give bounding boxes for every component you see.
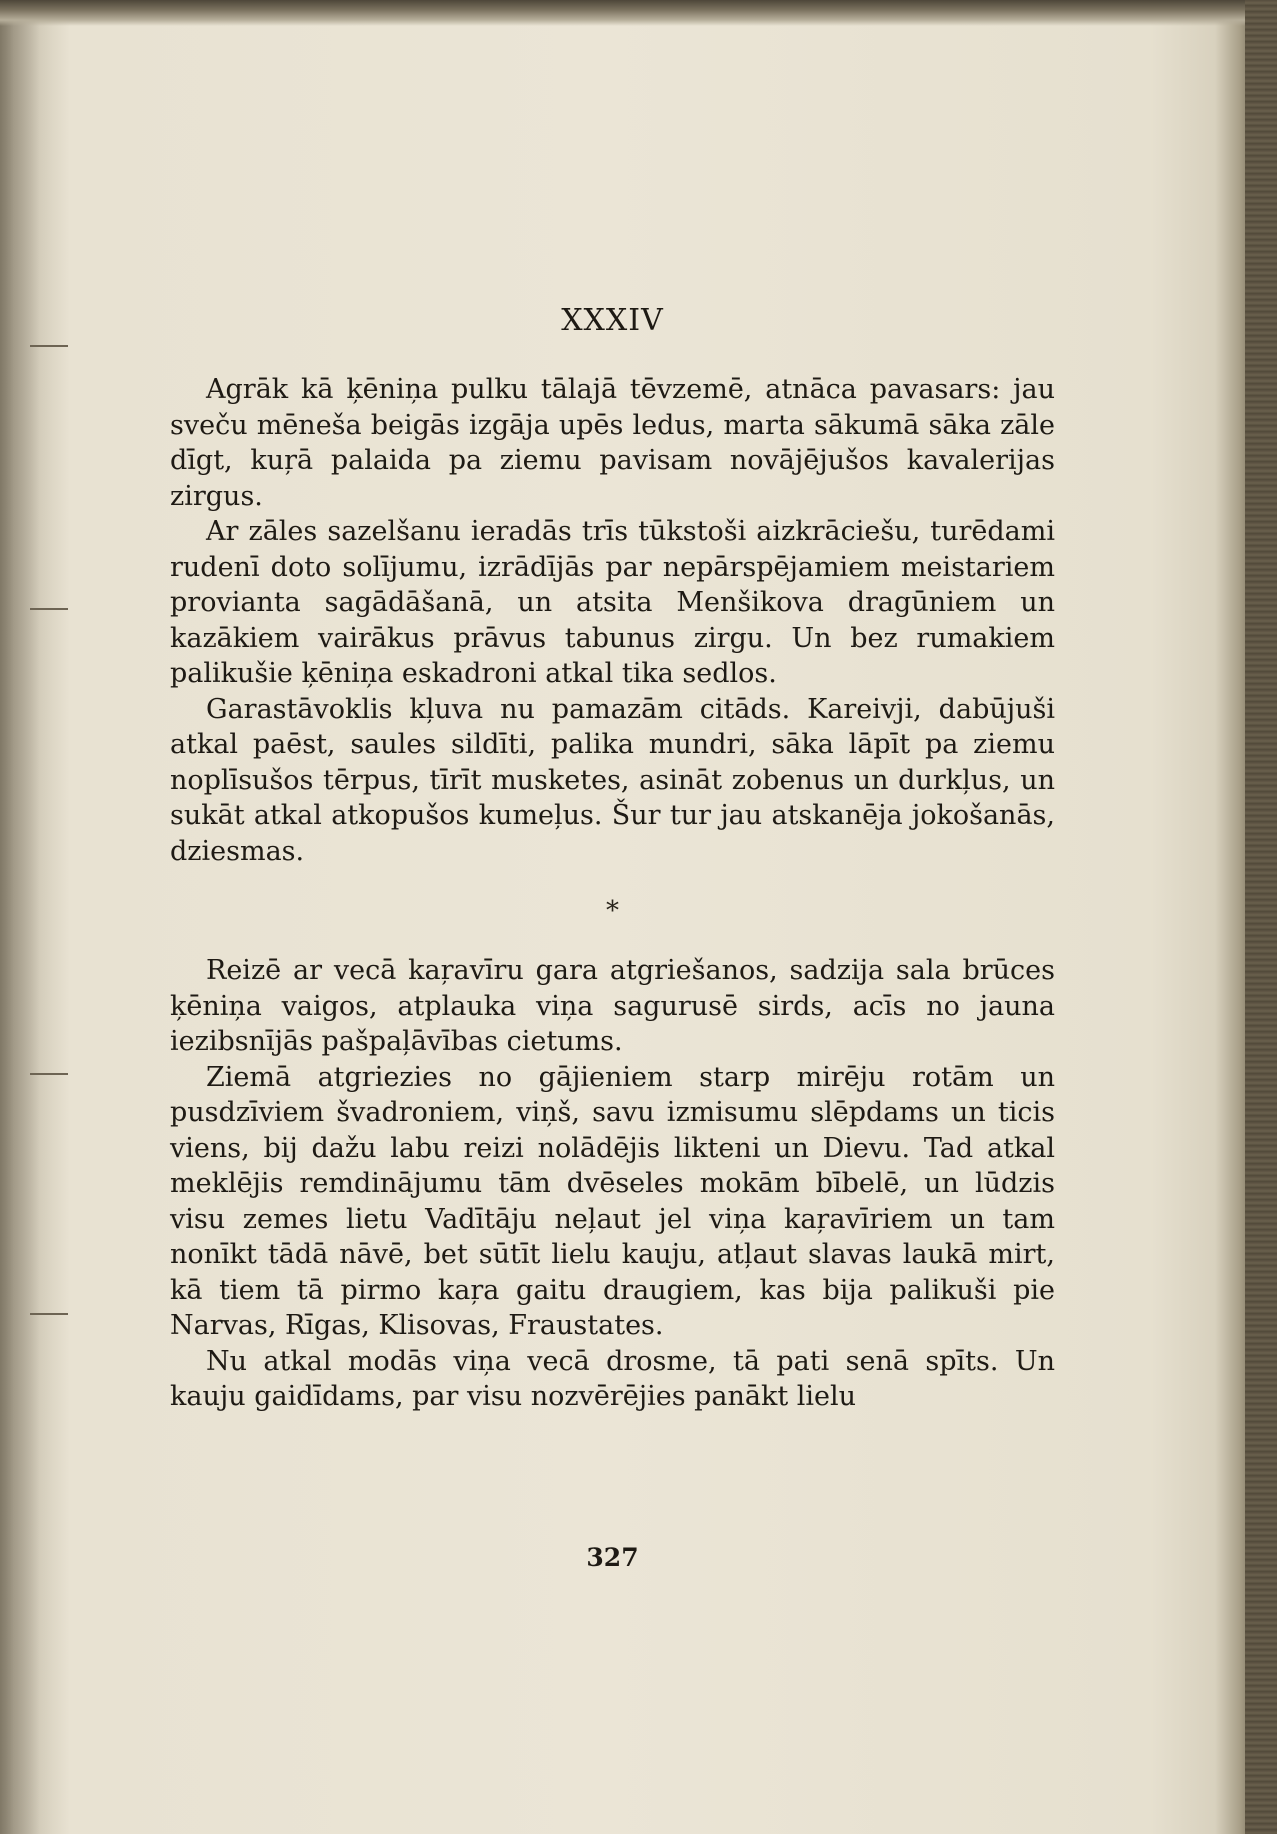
page-edge-mark [30,608,68,610]
page-edge-mark [30,1313,68,1315]
spine-shadow [0,0,52,1834]
section-break-asterisk: * [606,896,619,926]
chapter-heading: XXXIV [561,303,664,338]
paragraph: Ar zāles sazelšanu ieradās trīs tūkstoši aizkrāciešu, turēdami rudenī doto solījumu, izrādījās par nepārspējamiem meistariem provianta sagādāšanā, un atsita Menšikova dragūniem un kazākiem vairākus prāvus tabunus zirgu. Un bez rumakiem palikušie ķēniņa eskadroni atkal tika sedlos. [170,516,1055,689]
page-number: 327 [586,1543,639,1572]
paragraph: Nu atkal modās viņa vecā drosme, tā pati senā spīts. Un kauju gaidīdams, par visu nozvērējies panākt lielu [170,1345,1055,1412]
paragraph: Garastāvoklis kļuva nu pamazām citāds. Kareivji, dabūjuši atkal paēst, saules sildīti, palika mundri, sāka lāpīt pa ziemu noplīsušos tērpus, tīrīt musketes, asināt zobenus un durkļus, un sukāt atkal atkopušos kumeļus. Šur tur jau atskanēja jokošanās, dziesmas. [170,693,1055,867]
page-edge-mark [30,345,68,347]
paragraph: Agrāk kā ķēniņa pulku tālajā tēvzemē, atnāca pavasars: jau sveču mēneša beigās izgāja upēs ledus, marta sākumā sāka zāle dīgt, kuŗā palaida pa ziemu pavisam novājējušos kavalerijas zirgus. [170,374,1055,512]
cover-board-edge [1245,0,1277,1834]
page-edge-mark [30,1073,68,1075]
body-text [170,372,1055,1415]
page-content [170,0,1055,1834]
paragraph: Reizē ar vecā kaŗavīru gara atgriešanos, sadzija sala brūces ķēniņa vaigos, atplauka viņa sagurusē sirds, acīs no jauna iezibsnījās pašpaļāvības cietums. [170,955,1055,1057]
paragraph: Ziemā atgriezies no gājieniem starp mirēju rotām un pusdzīviem švadroniem, viņš, savu izmisumu slēpdams un ticis viens, bij dažu labu reizi nolādējis likteni un Dievu. Tad atkal meklējis remdinājumu tām dvēseles mokām bībelē, un lūdzis visu zemes lietu Vadītāju neļaut jel viņa kaŗavīriem un tam nonīkt tādā nāvē, bet sūtīt lielu kauju, atļaut slavas laukā mirt, kā tiem tā pirmo kaŗa gaitu draugiem, kas bija palikuši pie Narvas, Rīgas, Klisovas, Fraustates. [170,1061,1055,1341]
